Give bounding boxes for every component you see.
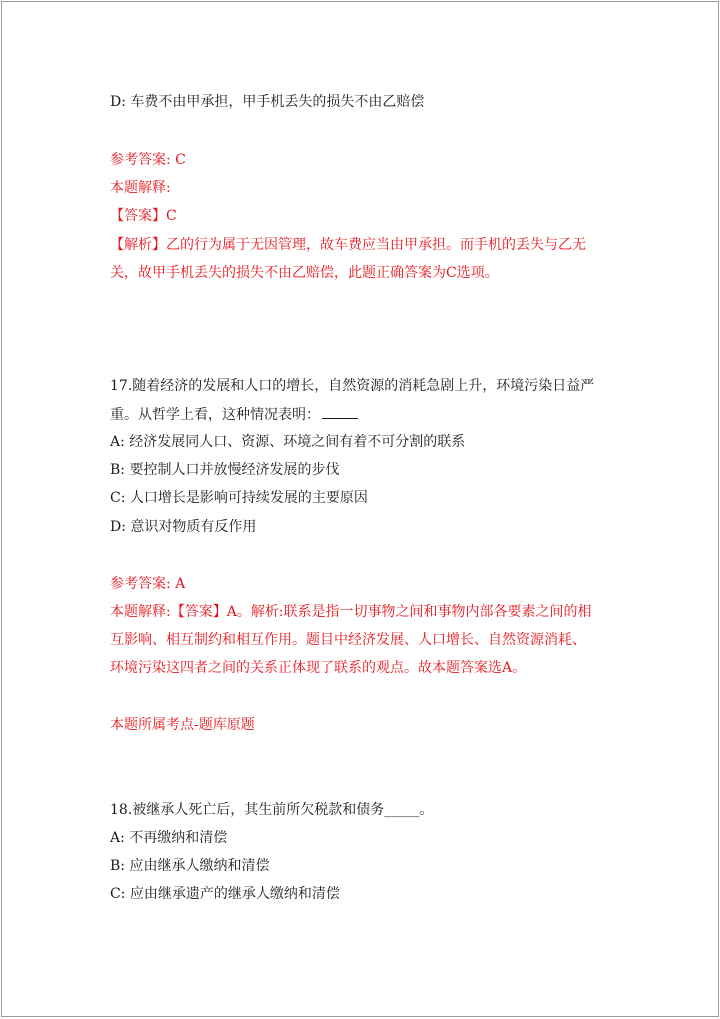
q18-option-a: A: 不再缴纳和清偿 [110, 830, 228, 846]
q17-explanation-line-2: 互影响、相互制约和相互作用。题目中经济发展、人口增长、自然资源消耗、 [110, 632, 586, 648]
q17-option-a: A: 经济发展同人口、资源、环境之间有着不可分割的联系 [110, 434, 466, 450]
document-page [1, 1, 719, 1017]
q17-explanation-line-1: 本题解释:【答案】A。解析:联系是指一切事物之间和事物内部各要素之间的相 [110, 604, 592, 620]
q16-answer-reference: 参考答案: C [110, 152, 186, 168]
q17-option-c: C: 人口增长是影响可持续发展的主要原因 [110, 490, 368, 506]
q18-stem: 18.被继承人死亡后，其生前所欠税款和债务_____。 [110, 802, 434, 818]
q17-stem-line-1: 17.随着经济的发展和人口的增长，自然资源的消耗急剧上升，环境污染日益严 [110, 378, 595, 394]
q17-stem-line-2 [110, 406, 358, 423]
q16-analysis-line-2: 关，故甲手机丢失的损失不由乙赔偿，此题正确答案为C选项。 [110, 265, 499, 281]
answer-blank [322, 406, 358, 419]
q16-explanation-label: 本题解释: [110, 180, 171, 196]
q18-option-b: B: 应由继承人缴纳和清偿 [110, 858, 270, 874]
q17-explanation-line-3: 环境污染这四者之间的关系正体现了联系的观点。故本题答案选A。 [110, 660, 527, 676]
q17-topic: 本题所属考点-题库原题 [110, 717, 255, 733]
q17-option-b: B: 要控制人口并放慢经济发展的步伐 [110, 462, 340, 478]
q16-analysis-line-1: 【解析】乙的行为属于无因管理，故车费应当由甲承担。而手机的丢失与乙无 [110, 237, 586, 253]
q16-option-d: D: 车费不由甲承担，甲手机丢失的损失不由乙赔偿 [110, 94, 425, 110]
q17-answer-reference: 参考答案: A [110, 576, 186, 592]
q18-option-c: C: 应由继承遗产的继承人缴纳和清偿 [110, 886, 340, 902]
q16-answer-tag: 【答案】C [110, 208, 177, 224]
q17-option-d: D: 意识对物质有反作用 [110, 519, 257, 535]
q17-stem-text: 重。从哲学上看，这种情况表明： [110, 407, 320, 423]
